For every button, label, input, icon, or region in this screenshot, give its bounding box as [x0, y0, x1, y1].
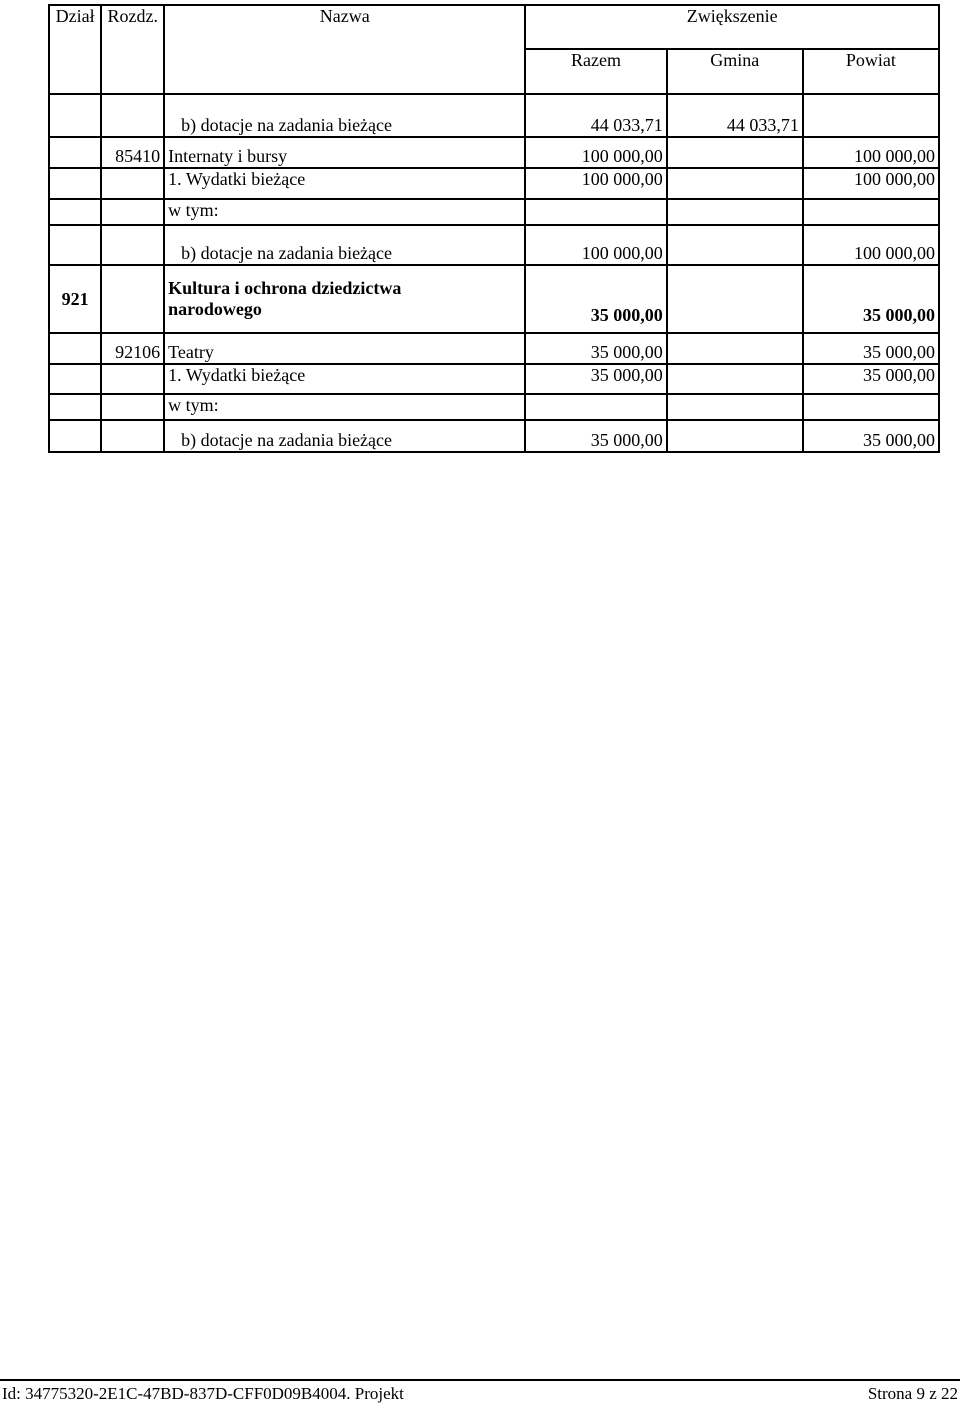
cell-gmina	[667, 265, 803, 333]
cell-nazwa: Teatry	[164, 333, 525, 364]
table-row	[49, 420, 939, 452]
header-nazwa: Nazwa	[164, 5, 525, 94]
cell-nazwa: b) dotacje na zadania bieżące	[164, 225, 525, 265]
cell-gmina	[667, 137, 803, 168]
cell-dzial: 921	[49, 265, 101, 333]
table-row	[49, 225, 939, 265]
cell-gmina	[667, 333, 803, 364]
cell-razem: 35 000,00	[525, 265, 666, 333]
header-gmina: Gmina	[667, 49, 803, 94]
cell-razem: 35 000,00	[525, 420, 666, 452]
cell-powiat	[803, 394, 939, 420]
cell-gmina	[667, 225, 803, 265]
cell-rozdz: 85410	[101, 137, 164, 168]
cell-nazwa	[164, 265, 525, 333]
cell-dzial	[49, 225, 101, 265]
cell-razem: 35 000,00	[525, 333, 666, 364]
cell-razem	[525, 199, 666, 225]
cell-nazwa-line2: narodowego	[168, 299, 262, 319]
cell-dzial	[49, 199, 101, 225]
table-row	[49, 333, 939, 364]
cell-powiat: 35 000,00	[803, 364, 939, 394]
document-id: Id: 34775320-2E1C-47BD-837D-CFF0D09B4004. Projekt	[2, 1384, 404, 1403]
cell-razem	[525, 394, 666, 420]
cell-powiat: 100 000,00	[803, 168, 939, 199]
cell-razem: 100 000,00	[525, 225, 666, 265]
cell-dzial	[49, 420, 101, 452]
cell-nazwa: 1. Wydatki bieżące	[164, 364, 525, 394]
cell-powiat: 35 000,00	[803, 333, 939, 364]
cell-dzial	[49, 168, 101, 199]
table-row	[49, 137, 939, 168]
cell-rozdz: 92106	[101, 333, 164, 364]
cell-nazwa: w tym:	[164, 199, 525, 225]
cell-nazwa-line1: Kultura i ochrona dziedzictwa	[168, 278, 402, 299]
cell-gmina: 44 033,71	[667, 94, 803, 137]
cell-gmina	[667, 199, 803, 225]
cell-rozdz	[101, 394, 164, 420]
table-row	[49, 199, 939, 225]
header-row-1	[49, 5, 939, 49]
table-row	[49, 394, 939, 420]
cell-dzial	[49, 333, 101, 364]
cell-nazwa: b) dotacje na zadania bieżące	[164, 420, 525, 452]
cell-gmina	[667, 420, 803, 452]
header-zwiekszenie: Zwiększenie	[525, 5, 939, 49]
header-powiat: Powiat	[803, 49, 939, 94]
budget-table-container	[48, 4, 940, 453]
cell-gmina	[667, 364, 803, 394]
cell-razem: 35 000,00	[525, 364, 666, 394]
table-row	[49, 94, 939, 137]
table-row-section	[49, 265, 939, 333]
cell-rozdz	[101, 94, 164, 137]
page-footer	[0, 1379, 960, 1405]
cell-rozdz	[101, 265, 164, 333]
page-number: Strona 9 z 22	[867, 1384, 958, 1403]
cell-rozdz	[101, 364, 164, 394]
cell-nazwa: Internaty i bursy	[164, 137, 525, 168]
cell-nazwa: b) dotacje na zadania bieżące	[164, 94, 525, 137]
cell-gmina	[667, 168, 803, 199]
header-rozdz: Rozdz.	[101, 5, 164, 94]
header-razem: Razem	[525, 49, 666, 94]
header-dzial: Dział	[49, 5, 101, 94]
cell-rozdz	[101, 420, 164, 452]
cell-powiat: 100 000,00	[803, 137, 939, 168]
cell-rozdz	[101, 225, 164, 265]
cell-gmina	[667, 394, 803, 420]
cell-powiat: 100 000,00	[803, 225, 939, 265]
cell-rozdz	[101, 168, 164, 199]
cell-razem: 44 033,71	[525, 94, 666, 137]
cell-dzial	[49, 394, 101, 420]
cell-rozdz	[101, 199, 164, 225]
table-row	[49, 364, 939, 394]
budget-table	[48, 4, 940, 453]
cell-dzial	[49, 94, 101, 137]
cell-dzial	[49, 137, 101, 168]
cell-dzial	[49, 364, 101, 394]
table-row	[49, 168, 939, 199]
cell-powiat: 35 000,00	[803, 420, 939, 452]
cell-powiat	[803, 199, 939, 225]
cell-powiat: 35 000,00	[803, 265, 939, 333]
cell-razem: 100 000,00	[525, 137, 666, 168]
cell-nazwa: 1. Wydatki bieżące	[164, 168, 525, 199]
cell-powiat	[803, 94, 939, 137]
cell-nazwa: w tym:	[164, 394, 525, 420]
cell-razem: 100 000,00	[525, 168, 666, 199]
